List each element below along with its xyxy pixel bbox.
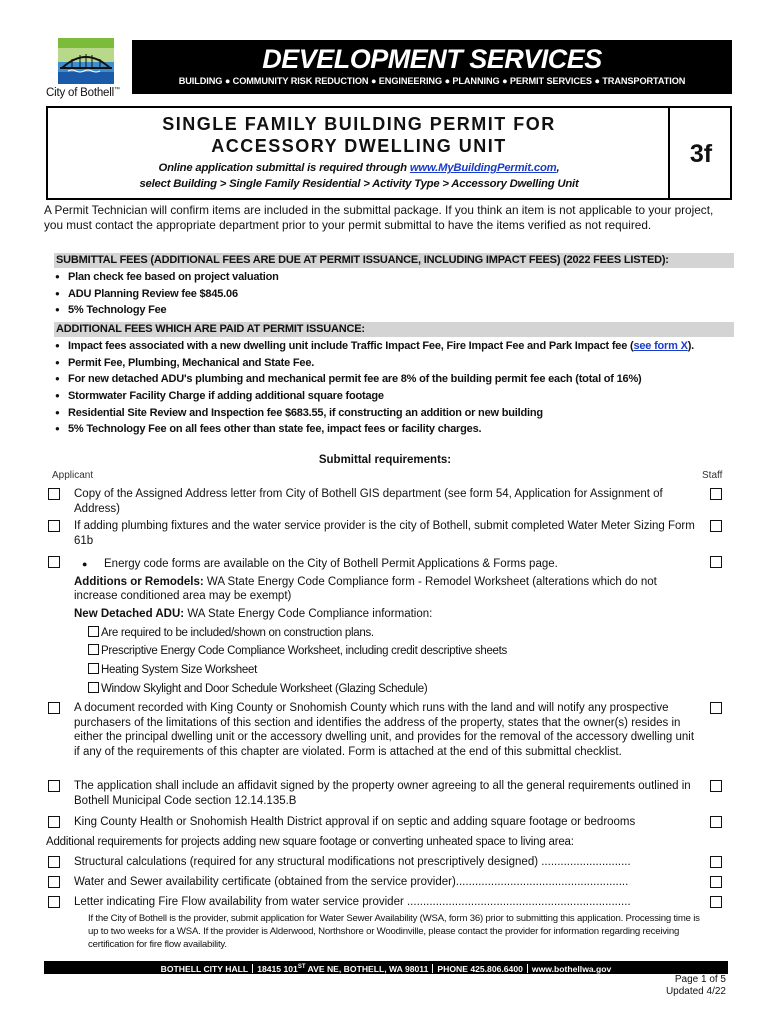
banner-subtitle: BUILDING ● COMMUNITY RISK REDUCTION ● ENGINEERING ● PLANNING ● PERMIT SERVICES ● TRANSPORTATION xyxy=(178,76,686,86)
requirement-health-approval: King County Health or Snohomish Health District approval if on septic and adding square footage or bedrooms xyxy=(74,816,636,828)
requirement-structural-calcs: Structural calculations (required for any structural modifications not prescriptively designed) ............................ xyxy=(74,856,631,868)
list-item: ● Impact fees associated with a new dwelling unit include Traffic Impact Fee, Fire Impact Fee and Park Impact fee (see form X). xyxy=(54,338,734,355)
form-title-box xyxy=(46,106,732,200)
list-item: ● Stormwater Facility Charge if adding additional square footage xyxy=(54,388,734,405)
logo-text: City of Bothell™ xyxy=(46,87,120,99)
staff-checkbox[interactable] xyxy=(710,856,722,868)
requirement-energy-code xyxy=(74,557,700,621)
requirement-water-sewer: Water and Sewer availability certificate (obtained from the service provider)...................................................... xyxy=(74,876,629,888)
staff-checkbox[interactable] xyxy=(710,780,722,792)
list-item: ● Plan check fee based on project valuation xyxy=(54,269,734,286)
department-banner xyxy=(132,40,732,94)
submittal-path-note: select Building > Single Family Residential > Activity Type > Accessory Dwelling Unit xyxy=(139,178,579,190)
requirement-address-letter: Copy of the Assigned Address letter from City of Bothell GIS department (see form 54, Application for Assignment of Address) xyxy=(74,488,663,515)
intro-paragraph: A Permit Technician will confirm items are included in the submittal package. If you think an item is not applicable to your project, you must contact the appropriate department prior to your permit submittal to have the items verified as not required. xyxy=(44,203,714,232)
list-item: ● ADU Planning Review fee $845.06 xyxy=(54,286,734,303)
applicant-checkbox[interactable] xyxy=(48,488,60,500)
footer-bar xyxy=(44,961,728,974)
requirement-fire-flow: Letter indicating Fire Flow availability from water service provider ...................................................................... xyxy=(74,896,631,908)
applicant-checkbox[interactable] xyxy=(48,780,60,792)
applicant-checkbox[interactable] xyxy=(48,556,60,568)
sub-checkbox[interactable] xyxy=(88,626,99,637)
energy-sub-item: Are required to be included/shown on construction plans. xyxy=(88,626,374,639)
applicant-checkbox[interactable] xyxy=(48,816,60,828)
energy-sub-item: Heating System Size Worksheet xyxy=(88,663,257,676)
requirement-water-meter: If adding plumbing fixtures and the water service provider is the city of Bothell, submit completed Water Meter Sizing Form 61b xyxy=(74,520,695,547)
submittal-fees-list xyxy=(54,269,734,319)
requirement-recorded-document: A document recorded with King County or Snohomish County which runs with the land and will notify any prospective purchasers of the limitations of this section and identifies the address of the property, states that the owner(s) resides in either the principal dwelling unit or the accessory dwelling unit, and provides for the removal of the accessory dwelling unit if any of the requirements of this chapter are violated. Form is attached at the end of this submittal checklist. xyxy=(74,702,695,758)
energy-adu: New Detached ADU: WA State Energy Code Compliance information: xyxy=(74,607,433,620)
applicant-checkbox[interactable] xyxy=(48,702,60,714)
applicant-checkbox[interactable] xyxy=(48,520,60,532)
staff-checkbox[interactable] xyxy=(710,520,722,532)
applicant-checkbox[interactable] xyxy=(48,856,60,868)
staff-checkbox[interactable] xyxy=(710,556,722,568)
footer-address: 18415 101ST AVE NE, BOTHELL, WA 98011 xyxy=(257,963,429,974)
staff-column-label: Staff xyxy=(702,470,723,481)
wsa-note: If the City of Bothell is the provider, submit application for Water Sewer Availability (WSA, form 36) prior to submitting this application. Processing time is up to two weeks for a WSA. If the provider is Alderwood, Northshore or Woodinville, please contact the provider for information regarding receiving certification for fire flow availability. xyxy=(88,913,700,950)
list-item: ● 5% Technology Fee xyxy=(54,302,734,319)
online-submittal-note: Online application submittal is required through www.MyBuildingPermit.com, xyxy=(158,162,560,174)
staff-checkbox[interactable] xyxy=(710,488,722,500)
form-x-link[interactable]: see form X xyxy=(633,340,688,352)
bridge-logo-icon xyxy=(58,38,114,84)
updated-date: Updated 4/22 xyxy=(665,986,726,997)
staff-checkbox[interactable] xyxy=(710,816,722,828)
form-number: 3f xyxy=(689,140,713,168)
additional-fees-heading: ADDITIONAL FEES WHICH ARE PAID AT PERMIT ISSUANCE: xyxy=(54,322,734,337)
requirements-title: Submittal requirements: xyxy=(318,454,452,466)
footer-city-hall: BOTHELL CITY HALL xyxy=(160,963,249,974)
mybuildingpermit-link[interactable]: www.MyBuildingPermit.com xyxy=(409,162,557,174)
submittal-fees-heading: SUBMITTAL FEES (ADDITIONAL FEES ARE DUE AT PERMIT ISSUANCE, INCLUDING IMPACT FEES) (2022 FEES LISTED): xyxy=(54,253,734,268)
staff-checkbox[interactable] xyxy=(710,876,722,888)
energy-bullet: ● Energy code forms are available on the City of Bothell Permit Applications & Forms page. xyxy=(82,558,558,570)
city-logo xyxy=(46,38,126,104)
requirement-owner-affidavit: The application shall include an affidavit signed by the property owner agreeing to all the general requirements outlined in Bothell Municipal Code section 12.14.135.B xyxy=(74,780,691,807)
list-item: ● For new detached ADU's plumbing and mechanical permit fee are 8% of the building permit fee each (total of 16%) xyxy=(54,371,734,388)
page-number: Page 1 of 5 xyxy=(674,974,726,985)
footer-website-link[interactable]: www.bothellwa.gov xyxy=(531,963,612,974)
applicant-checkbox[interactable] xyxy=(48,876,60,888)
page-info xyxy=(666,974,726,998)
list-item: ● Permit Fee, Plumbing, Mechanical and State Fee. xyxy=(54,355,734,372)
energy-sub-item: Prescriptive Energy Code Compliance Worksheet, including credit descriptive sheets xyxy=(88,644,507,657)
staff-checkbox[interactable] xyxy=(710,896,722,908)
list-item: ● Residential Site Review and Inspection fee $683.55, if constructing an addition or new building xyxy=(54,405,734,422)
sub-checkbox[interactable] xyxy=(88,644,99,655)
energy-sub-item: Window Skylight and Door Schedule Worksheet (Glazing Schedule) xyxy=(88,682,427,695)
sub-checkbox[interactable] xyxy=(88,663,99,674)
energy-remodel: Additions or Remodels: WA State Energy Code Compliance form - Remodel Worksheet (alterations which do not increase conditioned area may be exempt) xyxy=(74,575,657,602)
banner-title: DEVELOPMENT SERVICES xyxy=(262,44,602,74)
additional-requirements-heading: Additional requirements for projects adding new square footage or converting unheated space to living area: xyxy=(46,836,574,848)
footer-phone: PHONE 425.806.6400 xyxy=(437,963,523,974)
form-title-line2: ACCESSORY DWELLING UNIT xyxy=(211,136,507,156)
additional-fees-list xyxy=(54,338,734,438)
applicant-checkbox[interactable] xyxy=(48,896,60,908)
staff-checkbox[interactable] xyxy=(710,702,722,714)
applicant-column-label: Applicant xyxy=(52,470,94,481)
form-title-line1: SINGLE FAMILY BUILDING PERMIT FOR xyxy=(162,114,556,134)
bullet-icon: ● xyxy=(82,559,88,569)
list-item: ● 5% Technology Fee on all fees other than state fee, impact fees or facility charges. xyxy=(54,421,734,438)
sub-checkbox[interactable] xyxy=(88,682,99,693)
